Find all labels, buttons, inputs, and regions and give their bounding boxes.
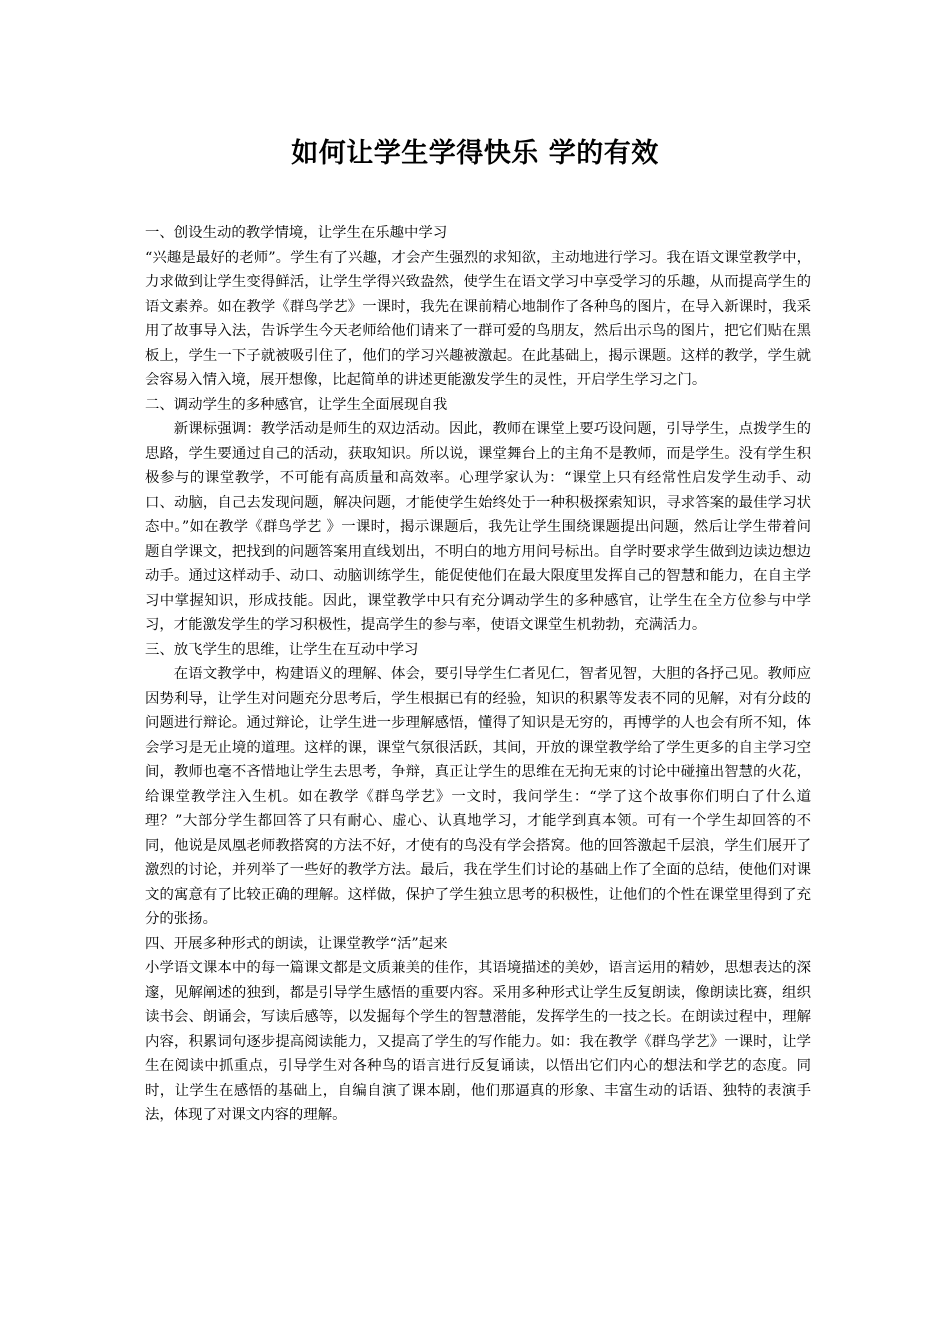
section-paragraph: 小学语文课本中的每一篇课文都是文质兼美的佳作，其语境描述的美妙，语言运用的精妙，思想表达的深邃，见解阐述的独到，都是引导学生感悟的重要内容。采用多种形式让学生反复朗读，像朗读比赛，组织读书会、朗诵会，写读后感等，以发掘每个学生的智慧潜能，发挥学生的一技之长。在朗读过程中，理解内容，积累词句逐步提高阅读能力，又提高了学生的写作能力。如：我在教学《群鸟学艺》一课时，让学生在阅读中抓重点，引导学生对各种鸟的语言进行反复诵读，以悟出它们内心的想法和学艺的态度。同时，让学生在感悟的基础上，自编自演了课本剧，他们那逼真的形象、丰富生动的话语、独特的表演手法，体现了对课文内容的理解。 (145, 960, 811, 1123)
section-heading: 二、调动学生的多种感官，让学生全面展现自我 (145, 396, 448, 413)
section-paragraph: 在语文教学中，构建语义的理解、体会，要引导学生仁者见仁，智者见智，大胆的各抒己见。教师应因势利导，让学生对问题充分思考后，学生根据已有的经验，知识的积累等发表不同的见解，对有分歧的问题进行辩论。通过辩论，让学生进一步理解感悟，懂得了知识是无穷的，再博学的人也会有所不知，体会学习是无止境的道理。这样的课，课堂气氛很活跃，其间，开放的课堂教学给了学生更多的自主学习空间，教师也毫不吝惜地让学生去思考，争辩，真正让学生的思维在无拘无束的讨论中碰撞出智慧的火花，给课堂教学注入生机。如在教学《群鸟学艺》一文时，我问学生：“学了这个故事你们明白了什么道理？”大部分学生都回答了只有耐心、虚心、认真地学习，才能学到真本领。可有一个学生却回答的不同，他说是凤凰老师教搭窝的方法不好，才使有的鸟没有学会搭窝。他的回答激起千层浪，学生们展开了激烈的讨论，并列举了一些好的教学方法。最后，我在学生们讨论的基础上作了全面的总结，使他们对课文的寓意有了比较正确的理解。这样做，保护了学生独立思考的积极性，让他们的个性在课堂里得到了充分的张扬。 (145, 666, 811, 927)
section-heading: 四、开展多种形式的朗读，让课堂教学“活”起来 (145, 935, 448, 952)
section-3 (145, 638, 811, 932)
document-title: 如何让学生学得快乐 学的有效 (291, 138, 659, 169)
section-4 (145, 932, 811, 1128)
section-heading: 一、创设生动的教学情境，让学生在乐趣中学习 (145, 225, 448, 241)
document-body (145, 221, 811, 1128)
section-paragraph: 新课标强调：教学活动是师生的双边活动。因此，教师在课堂上要巧设问题，引导学生，点拨学生的思路，学生要通过自己的活动，获取知识。所以说，课堂舞台上的主角不是教师，而是学生。没有学生积极参与的课堂教学，不可能有高质量和高效率。心理学家认为：“课堂上只有经常性启发学生动手、动口、动脑，自己去发现问题，解决问题，才能使学生始终处于一种积极探索知识，寻求答案的最佳学习状态中。”如在教学《群鸟学艺 》一课时，揭示课题后，我先让学生围绕课题提出问题，然后让学生带着问题自学课文，把找到的问题答案用直线划出，不明白的地方用问号标出。自学时要求学生做到边读边想边动手。通过这样动手、动口、动脑训练学生，能促使他们在最大限度里发挥自己的智慧和能力，在自主学习中掌握知识，形成技能。因此，课堂教学中只有充分调动学生的多种感官，让学生在全方位参与中学习，才能激发学生的学习积极性，提高学生的参与率，使语文课堂生机勃勃，充满活力。 (145, 421, 811, 633)
section-heading: 三、放飞学生的思维，让学生在互动中学习 (145, 641, 419, 658)
section-1 (145, 221, 811, 393)
section-paragraph: “兴趣是最好的老师”。学生有了兴趣，才会产生强烈的求知欲，主动地进行学习。我在语文课堂教学中，力求做到让学生变得鲜活，让学生学得兴致盎然，使学生在语文学习中享受学习的乐趣，从而提高学生的语文素养。如在教学《群鸟学艺》一课时，我先在课前精心地制作了各种鸟的图片，在导入新课时，我采用了故事导入法，告诉学生今天老师给他们请来了一群可爱的鸟朋友，然后出示鸟的图片，把它们贴在黑板上，学生一下子就被吸引住了，他们的学习兴趣被激起。在此基础上，揭示课题。这样的教学，学生就会容易入情入境，展开想像，比起简单的讲述更能激发学生的灵性，开启学生学习之门。 (145, 249, 811, 388)
section-2 (145, 393, 811, 638)
